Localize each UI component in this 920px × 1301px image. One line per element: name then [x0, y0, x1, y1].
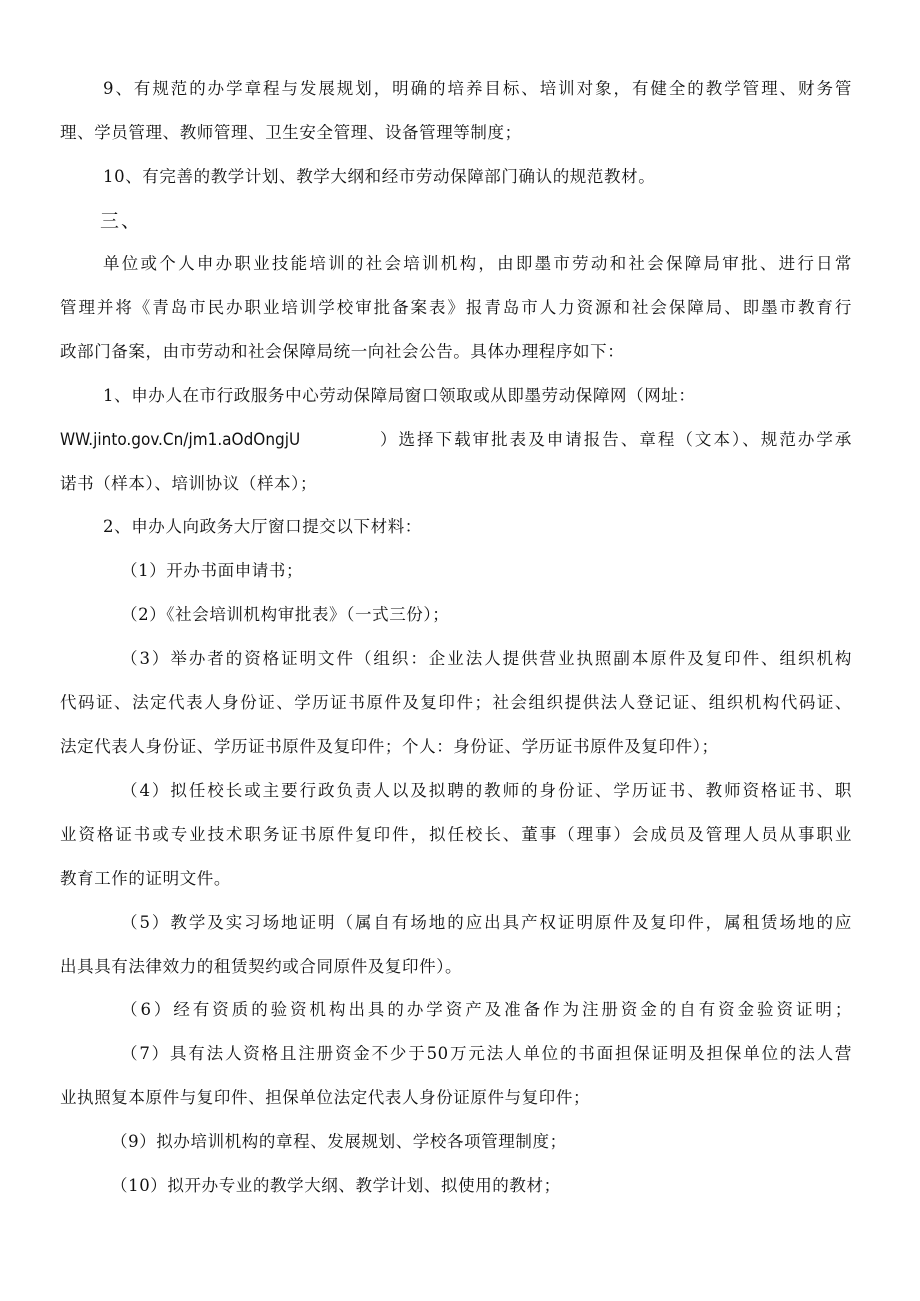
paragraph-line: （7）具有法人资格且注册资金不少于50万元法人单位的书面担保证明及担保单位的法人营	[121, 1044, 852, 1063]
paragraph-line: （9）拟办培训机构的章程、发展规划、学校各项管理制度；	[111, 1132, 567, 1151]
section-heading: 三、	[100, 210, 143, 232]
paragraph-line: ）选择下载审批表及申请报告、章程（文本）、规范办学承	[380, 430, 852, 449]
paragraph-line: 1、申办人在市行政服务中心劳动保障局窗口领取或从即墨劳动保障网（网址：	[103, 386, 696, 405]
paragraph-line: 政部门备案，由市劳动和社会保障局统一向社会公告。具体办理程序如下：	[60, 342, 625, 361]
download-url[interactable]: WW.jinto.gov.Cn/jm1.aOdOngjU	[60, 430, 301, 450]
paragraph-line: （3）举办者的资格证明文件（组织：企业法人提供营业执照副本原件及复印件、组织机构	[121, 649, 852, 668]
paragraph-line: 法定代表人身份证、学历证书原件及复印件；个人：身份证、学历证书原件及复印件）；	[60, 737, 719, 756]
paragraph-line: 2、申办人向政务大厅窗口提交以下材料：	[103, 517, 422, 536]
paragraph-line: （10）拟开办专业的教学大纲、教学计划、拟使用的教材；	[111, 1176, 561, 1195]
paragraph-line: 理、学员管理、教师管理、卫生安全管理、设备管理等制度；	[60, 123, 522, 142]
paragraph-line: 出具具有法律效力的租赁契约或合同原件及复印件）。	[60, 957, 463, 976]
paragraph-line: 管理并将《青岛市民办职业培训学校审批备案表》报青岛市人力资源和社会保障局、即墨市教育行	[60, 298, 852, 317]
paragraph-line: （1）开办书面申请书；	[121, 561, 304, 580]
paragraph-line: 业执照复本原件与复印件、担保单位法定代表人身份证原件与复印件；	[60, 1088, 591, 1107]
paragraph-line: 10、有完善的教学计划、教学大纲和经市劳动保障部门确认的规范教材。	[103, 167, 656, 186]
paragraph-line: 9、有规范的办学章程与发展规划，明确的培养目标、培训对象，有健全的教学管理、财务管	[103, 79, 852, 98]
paragraph-line: 诺书（样本）、培训协议（样本）；	[60, 474, 318, 493]
paragraph-line: （5）教学及实习场地证明（属自有场地的应出具产权证明原件及复印件，属租赁场地的应	[121, 913, 852, 932]
paragraph-line: （2）《社会培训机构审批表》（一式三份）；	[121, 605, 450, 624]
paragraph-line: 教育工作的证明文件。	[60, 869, 231, 888]
paragraph-line: 代码证、法定代表人身份证、学历证书原件及复印件；社会组织提供法人登记证、组织机构代码证、	[60, 693, 852, 712]
paragraph-line: 业资格证书或专业技术职务证书原件复印件，拟任校长、董事（理事）会成员及管理人员从事职业	[60, 825, 852, 844]
paragraph-line: 单位或个人申办职业技能培训的社会培训机构，由即墨市劳动和社会保障局审批、进行日常	[103, 254, 852, 273]
paragraph-line: （6）经有资质的验资机构出具的办学资产及准备作为注册资金的自有资金验资证明；	[121, 1000, 852, 1019]
paragraph-line: （4）拟任校长或主要行政负责人以及拟聘的教师的身份证、学历证书、教师资格证书、职	[121, 781, 852, 800]
